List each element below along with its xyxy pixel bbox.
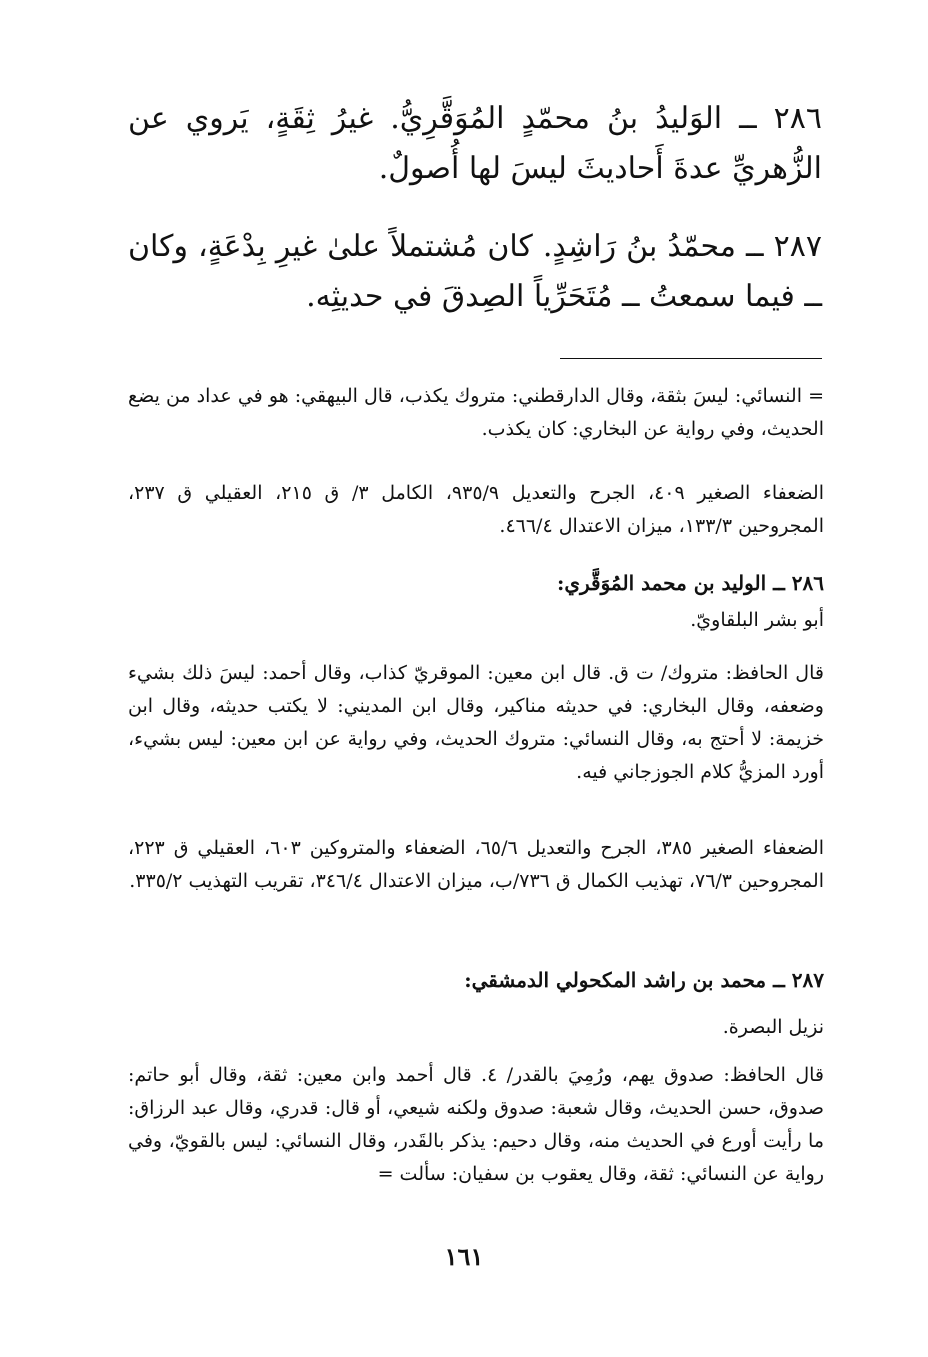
footnote-continuation: = النسائي: ليسَ بثقة، وقال الدارقطني: متروك يكذب، قال البيهقي: هو في عداد من يضع الحديث، وفي رواية عن البخاري: كان يكذب. [128, 385, 824, 440]
footnote-quotes-287: قال الحافظ: صدوق يهم، ورُمِيَ بالقدر/ ٤. قال أحمد وابن معين: ثقة، وقال أبو حاتم: صدوق، حسن الحديث، وقال شعبة: صدوق ولكنه شيعي، أو قال: قدري، وقال عبد الرزاق: ما رأيت أورع في الحديث منه، وقال دحيم: يذكر بالقَدر، وقال النسائي: ليس بالقويّ، وفي رواية عن النسائي: ثقة، وقال يعقوب بن سفيان: سألت = [128, 1064, 825, 1185]
footnote-references-286: الضعفاء الصغير ٣٨٥، الجرح والتعديل ٦٥/٦، الضعفاء والمتروكين ٦٠٣، العقيلي ق ٢٢٣، المجروحين ٧٦/٣، تهذيب الكمال ق ٧٣٦/ب، ميزان الاعتدال ٣٤٦/٤، تقريب التهذيب ٣٣٥/٢. [128, 837, 824, 892]
footnote-heading-287: ٢٨٧ ــ محمد بن راشد المكحولي الدمشقي: [464, 968, 824, 992]
footnote-heading-286: ٢٨٦ ــ الوليد بن محمد المُوَقَّري: [556, 571, 824, 595]
main-entry-286: ٢٨٦ ــ الوَليدُ بنُ محمّدٍ المُوَقَّرِيُّ. غيرُ ثِقَةٍ، يَروي عن الزُّهريِّ عدةَ أَحاديثَ ليسَ لها أُصولٌ. [128, 101, 822, 186]
footnote-kunya-286: أبو بشر البلقاويّ. [690, 609, 824, 631]
main-entry-287: ٢٨٧ ــ محمّدُ بنُ رَاشِدٍ. كان مُشتملاً علىٰ غيرِ بِدْعَةٍ، وكان ــ فيما سمعتُ ــ مُتَحَرِّياً الصِدقَ في حديثِه. [128, 229, 822, 314]
footnote-references-285: الضعفاء الصغير ٤٠٩، الجرح والتعديل ٩٣٥/٩، الكامل ٣/ ق ٢١٥، العقيلي ق ٢٣٧، المجروحين ١٣٣/٣، ميزان الاعتدال ٤٦٦/٤. [128, 482, 824, 537]
footnote-divider [560, 358, 822, 359]
footnote-residence-287: نزيل البصرة. [722, 1016, 824, 1038]
page-number: ١٦١ [444, 1242, 484, 1271]
footnote-quotes-286: قال الحافظ: متروك/ ت ق. قال ابن معين: الموقريّ كذاب، وقال أحمد: ليسَ ذلك بشيء وضعفه، وقال البخاري: في حديثه مناكير، وقال ابن المديني: لا يكتب حديثه، وقال ابن خزيمة: لا أحتج به، وقال النسائي: متروك الحديث، وفي رواية عن ابن معين: ليس بشيء، أورد المزيُّ كلام الجوزجاني فيه. [128, 662, 824, 783]
